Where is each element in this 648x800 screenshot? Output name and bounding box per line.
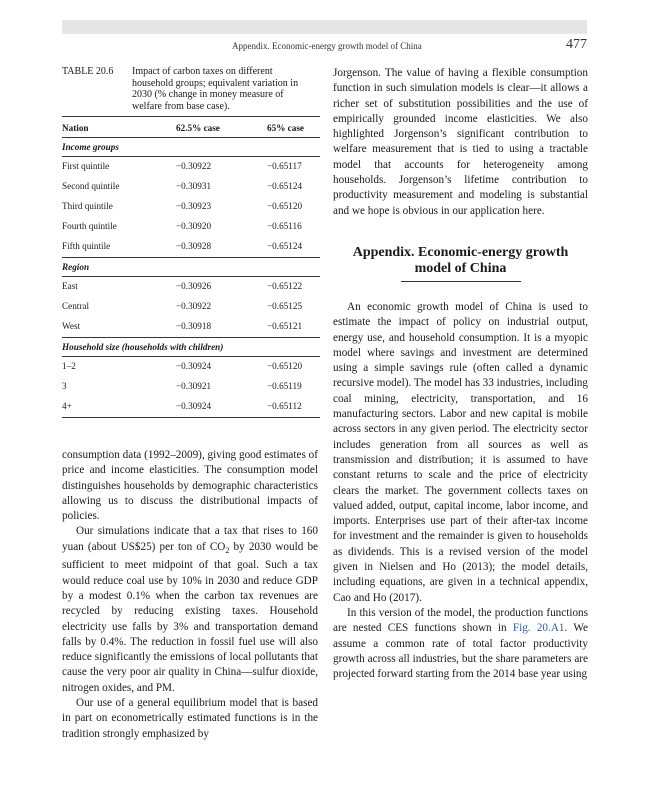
table-header-65-case: 65% case	[267, 123, 304, 133]
heading-rule	[401, 281, 521, 282]
cell-65: −0.65119	[267, 381, 302, 391]
cell-62: −0.30924	[176, 401, 212, 411]
table-row	[62, 237, 320, 257]
table-row	[62, 377, 320, 397]
row-label: 4+	[62, 401, 72, 411]
cell-65: −0.65112	[267, 401, 302, 411]
table-header-62-case: 62.5% case	[176, 123, 220, 133]
row-label: Central	[62, 301, 90, 311]
running-head-title: Appendix. Economic-energy growth model of China	[232, 41, 422, 51]
cell-62: −0.30924	[176, 361, 212, 371]
cell-62: −0.30922	[176, 161, 212, 171]
page-number: 477	[566, 37, 587, 52]
appendix-heading: Appendix. Economic-energy growth model of China	[352, 244, 569, 276]
group-income-label: Income groups	[62, 142, 119, 152]
cell-65: −0.65121	[267, 321, 303, 331]
cell-62: −0.30921	[176, 381, 212, 391]
cell-65: −0.65125	[267, 301, 303, 311]
paragraph-text: by 2030 would be sufficient to meet midpoint of that goal. Such a tax would reduce coal use by 10% in 2030 and reduce GDP by a modest 0.1% when the carbon tax revenues are recycled by reducing existing taxes. Household electricity use falls by 3% and transportation demand falls by 0.4%. The reduction in fossil fuel use will also reduce significantly the emissions of local pollutants that cause the very poor air quality in China—sulfur dioxide, nitrogen oxides, and PM.	[62, 540, 318, 694]
cell-65: −0.65122	[267, 281, 303, 291]
row-label: 1–2	[62, 361, 76, 371]
table-row	[62, 317, 320, 337]
paragraph: Our use of a general equilibrium model that is based in part on econometrically estimated functions is in the tradition strongly emphasized by	[62, 696, 318, 740]
table-row	[62, 157, 320, 177]
running-head	[62, 38, 587, 54]
table-label: TABLE 20.6	[62, 66, 114, 77]
cell-65: −0.65120	[267, 201, 303, 211]
cell-62: −0.30918	[176, 321, 212, 331]
row-label: First quintile	[62, 161, 110, 171]
cell-65: −0.65120	[267, 361, 303, 371]
paragraph-text: In this version of the model, the production functions are nested CES functions shown in	[333, 606, 588, 635]
table-row	[62, 197, 320, 217]
table-row	[62, 357, 320, 377]
table-row	[62, 397, 320, 417]
paragraph-text: . We assume a common rate of total factor productivity growth across all industries, but the share parameters are projected forward starting from the 2014 base year using	[333, 622, 588, 681]
cell-62: −0.30922	[176, 301, 212, 311]
figure-link[interactable]: Fig. 20.A1	[512, 622, 565, 635]
paragraph	[333, 606, 588, 682]
paragraph-text: Our simulations indicate that a tax that rises to 160 yuan (about US$25) per ton of CO	[62, 525, 318, 553]
paragraph: Jorgenson. The value of having a flexible consumption function in such simulation models is clear—it allows a richer set of substitution possibilities and the use of empirically grounded income elasticities. We also highlighted Jorgenson’s significant contribution to welfare measurement that is tied to using a tractable model that accounts for heterogeneity among households. Jorgenson’s lifetime contribution to productivity measurement and modeling is substantial and we hope is obvious in our application here.	[333, 67, 588, 217]
row-label: Fourth quintile	[62, 221, 117, 231]
group-region-label: Region	[62, 262, 90, 272]
row-label: 3	[62, 381, 67, 391]
left-column-text	[62, 448, 318, 742]
table-header-row	[62, 117, 320, 137]
cell-62: −0.30923	[176, 201, 212, 211]
row-label: Fifth quintile	[62, 241, 111, 251]
cell-65: −0.65117	[267, 161, 302, 171]
row-label: Third quintile	[62, 201, 113, 211]
table-caption-text: Impact of carbon taxes on different household groups; equivalent variation in 2030 (% change in money measure of welfare from base case).	[132, 66, 299, 112]
table-group-heading	[62, 138, 320, 156]
table-header-nation: Nation	[62, 123, 89, 133]
cell-65: −0.65116	[267, 221, 302, 231]
cell-62: −0.30920	[176, 221, 212, 231]
table-row	[62, 217, 320, 237]
cell-62: −0.30926	[176, 281, 212, 291]
table-bottom-rule	[62, 417, 320, 418]
table-20-6	[62, 66, 320, 418]
header-bar	[62, 20, 587, 34]
cell-65: −0.65124	[267, 181, 303, 191]
subscript: 2	[225, 546, 230, 556]
row-label: Second quintile	[62, 181, 120, 191]
row-label: West	[62, 321, 81, 331]
table-caption	[62, 66, 320, 116]
paragraph	[62, 524, 318, 696]
right-column-text	[333, 66, 588, 682]
row-label: East	[62, 281, 78, 291]
table-row	[62, 297, 320, 317]
cell-65: −0.65124	[267, 241, 303, 251]
paragraph: consumption data (1992–2009), giving good estimates of price and income elasticities. The consumption model distinguishes households by demographic characteristics allowing us to discuss the distributional impacts of policies.	[62, 449, 318, 523]
cell-62: −0.30928	[176, 241, 212, 251]
paragraph: An economic growth model of China is used to estimate the impact of policy on industrial output, energy use, and household consumption. It is a myopic model where savings and investment are determined using a simple savings rule (often called a dynamic recursive model). The model has 33 industries, including coal mining, electricity, transportation, and 16 manufacturing sectors. Labor and new capital is mobile across sectors in any given period. The electricity sector includes generation from all sources as well as transmission and distribution; it is assumed to have constant returns to scale and the price of electricity clears the market. The government collects taxes on valued added, output, capital income, labor income, and imports. Enterprises use part of their after-tax income for investment and the remainder is given to households as dividends. This is a revised version of the model given in Nielsen and Ho (2013); the model details, including equations, are given in a technical appendix, Cao and Ho (2017).	[333, 300, 588, 604]
table-group-heading	[62, 338, 320, 356]
table-row	[62, 277, 320, 297]
table-row	[62, 177, 320, 197]
group-household-label: Household size (households with children)	[62, 342, 224, 352]
cell-62: −0.30931	[176, 181, 212, 191]
table-group-heading	[62, 258, 320, 276]
